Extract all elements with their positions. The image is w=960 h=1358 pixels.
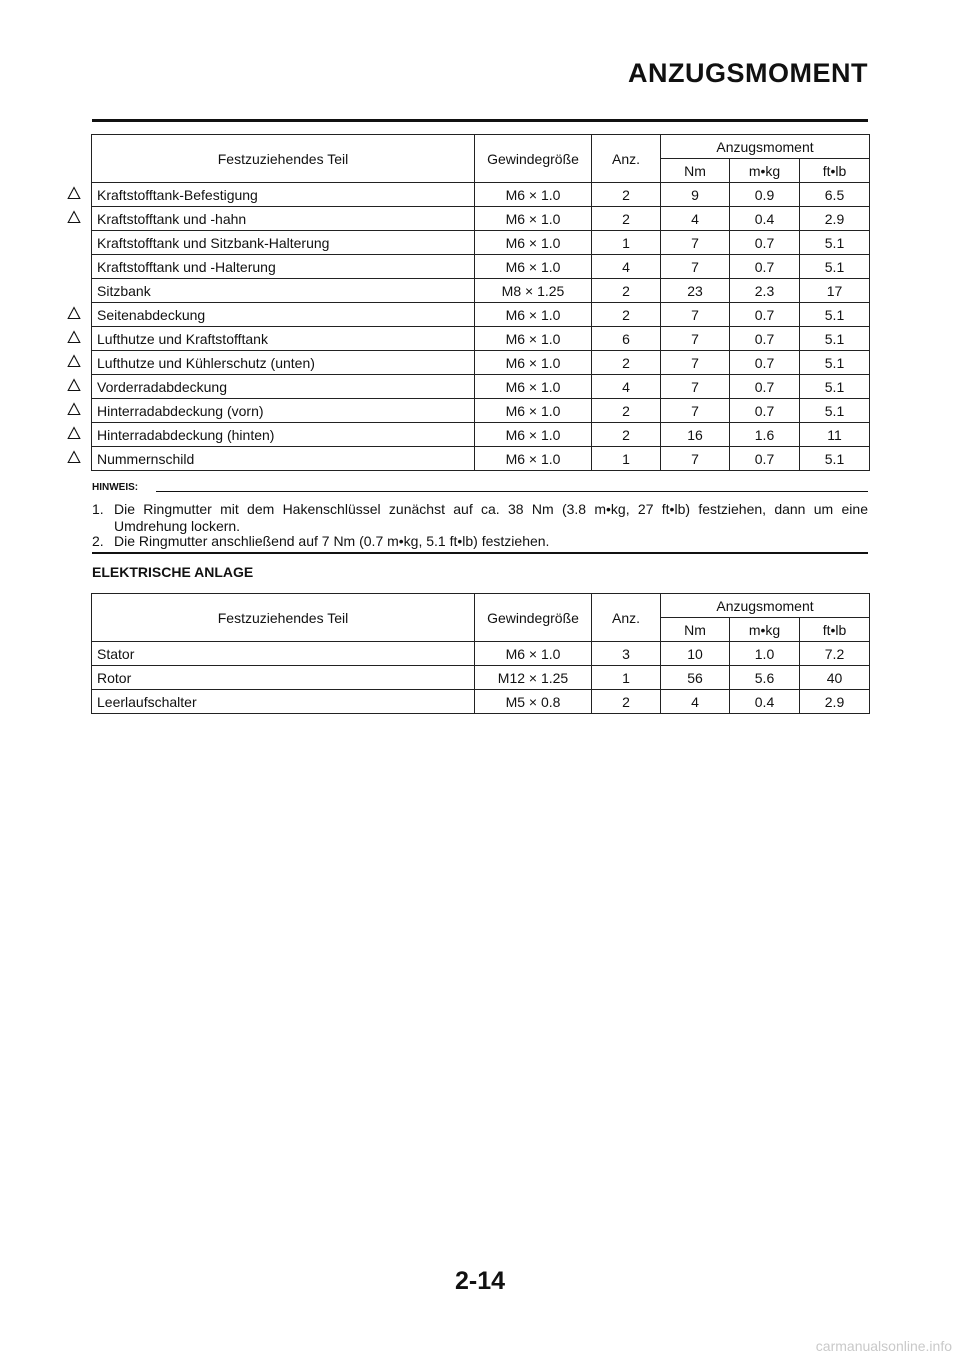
cell-part: Hinterradabdeckung (vorn)	[92, 399, 475, 423]
triangle-mark-icon	[67, 426, 81, 440]
cell-thread: M6 × 1.0	[475, 447, 592, 471]
cell-mkg: 2.3	[730, 279, 800, 303]
cell-nm: 7	[661, 351, 730, 375]
header-qty: Anz.	[592, 594, 661, 642]
triangle-mark-icon	[67, 330, 81, 344]
cell-ftlb: 7.2	[800, 642, 870, 666]
cell-qty: 2	[592, 423, 661, 447]
cell-qty: 2	[592, 207, 661, 231]
cell-mkg: 0.7	[730, 303, 800, 327]
cell-mkg: 0.7	[730, 399, 800, 423]
cell-part: Lufthutze und Kühlerschutz (unten)	[92, 351, 475, 375]
cell-qty: 2	[592, 183, 661, 207]
torque-table	[91, 134, 870, 471]
table-row	[92, 447, 870, 471]
cell-ftlb: 17	[800, 279, 870, 303]
title-rule	[92, 119, 868, 122]
triangle-mark-icon	[67, 450, 81, 464]
triangle-mark-icon	[67, 402, 81, 416]
note-item-2	[92, 533, 868, 550]
cell-thread: M6 × 1.0	[475, 255, 592, 279]
cell-nm: 7	[661, 255, 730, 279]
cell-mkg: 0.9	[730, 183, 800, 207]
cell-ftlb: 2.9	[800, 207, 870, 231]
note-label: HINWEIS:	[92, 482, 139, 493]
cell-ftlb: 5.1	[800, 231, 870, 255]
page-title: ANZUGSMOMENT	[628, 58, 868, 88]
triangle-mark-icon	[67, 378, 81, 392]
cell-part: Leerlaufschalter	[92, 690, 475, 714]
cell-qty: 4	[592, 255, 661, 279]
triangle-mark-icon	[67, 306, 81, 320]
cell-ftlb: 5.1	[800, 303, 870, 327]
cell-thread: M6 × 1.0	[475, 375, 592, 399]
cell-part: Lufthutze und Kraftstofftank	[92, 327, 475, 351]
triangle-mark-icon	[67, 186, 81, 200]
header-part: Festzuziehendes Teil	[92, 594, 475, 642]
header-torque: Anzugsmoment	[661, 135, 870, 159]
cell-qty: 1	[592, 231, 661, 255]
cell-ftlb: 5.1	[800, 375, 870, 399]
cell-thread: M8 × 1.25	[475, 279, 592, 303]
cell-part: Vorderradabdeckung	[92, 375, 475, 399]
cell-thread: M6 × 1.0	[475, 399, 592, 423]
cell-nm: 7	[661, 447, 730, 471]
note-item-1	[92, 501, 868, 535]
cell-part: Sitzbank	[92, 279, 475, 303]
header-torque: Anzugsmoment	[661, 594, 870, 618]
section-title-electrical: ELEKTRISCHE ANLAGE	[92, 564, 254, 580]
note-item-text: Die Ringmutter anschließend auf 7 Nm (0.7 m•kg, 5.1 ft•lb) festziehen.	[114, 533, 550, 549]
electrical-table	[91, 593, 870, 714]
cell-mkg: 0.7	[730, 351, 800, 375]
cell-thread: M5 × 0.8	[475, 690, 592, 714]
cell-ftlb: 5.1	[800, 327, 870, 351]
cell-part: Kraftstofftank und -Halterung	[92, 255, 475, 279]
cell-qty: 2	[592, 690, 661, 714]
cell-thread: M6 × 1.0	[475, 351, 592, 375]
cell-nm: 7	[661, 375, 730, 399]
cell-ftlb: 11	[800, 423, 870, 447]
cell-part: Kraftstofftank und Sitzbank-Halterung	[92, 231, 475, 255]
cell-nm: 7	[661, 303, 730, 327]
cell-part: Hinterradabdeckung (hinten)	[92, 423, 475, 447]
note-item-number: 1.	[92, 501, 104, 517]
note-item-text: Die Ringmutter mit dem Hakenschlüssel zunächst auf ca. 38 Nm (3.8 m•kg, 27 ft•lb) festziehen, dann um eine Umdrehung lockern.	[114, 501, 868, 534]
triangle-mark-icon	[67, 354, 81, 368]
cell-part: Rotor	[92, 666, 475, 690]
cell-mkg: 0.7	[730, 447, 800, 471]
cell-nm: 7	[661, 327, 730, 351]
cell-part: Stator	[92, 642, 475, 666]
table-row	[92, 666, 870, 690]
cell-mkg: 0.7	[730, 327, 800, 351]
cell-nm: 16	[661, 423, 730, 447]
triangle-mark-icon	[67, 210, 81, 224]
cell-nm: 23	[661, 279, 730, 303]
table-row	[92, 231, 870, 255]
cell-ftlb: 5.1	[800, 351, 870, 375]
note-item-number: 2.	[92, 533, 104, 549]
cell-mkg: 0.4	[730, 207, 800, 231]
header-ftlb: ft•lb	[800, 618, 870, 642]
cell-ftlb: 6.5	[800, 183, 870, 207]
cell-nm: 4	[661, 690, 730, 714]
cell-qty: 1	[592, 666, 661, 690]
header-nm: Nm	[661, 618, 730, 642]
cell-thread: M12 × 1.25	[475, 666, 592, 690]
cell-part: Nummernschild	[92, 447, 475, 471]
cell-mkg: 5.6	[730, 666, 800, 690]
cell-qty: 4	[592, 375, 661, 399]
cell-qty: 2	[592, 279, 661, 303]
header-mkg: m•kg	[730, 618, 800, 642]
header-qty: Anz.	[592, 135, 661, 183]
cell-thread: M6 × 1.0	[475, 183, 592, 207]
cell-part: Seitenabdeckung	[92, 303, 475, 327]
table-row	[92, 255, 870, 279]
header-ftlb: ft•lb	[800, 159, 870, 183]
cell-ftlb: 5.1	[800, 447, 870, 471]
cell-qty: 3	[592, 642, 661, 666]
table-row	[92, 279, 870, 303]
table-row	[92, 327, 870, 351]
cell-ftlb: 40	[800, 666, 870, 690]
table-row	[92, 207, 870, 231]
cell-qty: 2	[592, 303, 661, 327]
cell-nm: 56	[661, 666, 730, 690]
table-row	[92, 690, 870, 714]
cell-ftlb: 5.1	[800, 399, 870, 423]
header-part: Festzuziehendes Teil	[92, 135, 475, 183]
cell-qty: 1	[592, 447, 661, 471]
cell-mkg: 1.0	[730, 642, 800, 666]
header-thread: Gewindegröße	[475, 594, 592, 642]
header-nm: Nm	[661, 159, 730, 183]
note-rule	[156, 491, 868, 492]
cell-part: Kraftstofftank-Befestigung	[92, 183, 475, 207]
cell-nm: 10	[661, 642, 730, 666]
table-row	[92, 375, 870, 399]
cell-thread: M6 × 1.0	[475, 327, 592, 351]
page-number: 2-14	[454, 1267, 506, 1295]
cell-thread: M6 × 1.0	[475, 423, 592, 447]
header-mkg: m•kg	[730, 159, 800, 183]
cell-mkg: 0.7	[730, 231, 800, 255]
table-row	[92, 642, 870, 666]
table-row	[92, 303, 870, 327]
cell-nm: 4	[661, 207, 730, 231]
cell-thread: M6 × 1.0	[475, 642, 592, 666]
table-row	[92, 351, 870, 375]
table-row	[92, 423, 870, 447]
cell-mkg: 0.7	[730, 255, 800, 279]
table-row	[92, 399, 870, 423]
cell-ftlb: 5.1	[800, 255, 870, 279]
cell-qty: 2	[592, 399, 661, 423]
cell-nm: 7	[661, 231, 730, 255]
cell-mkg: 1.6	[730, 423, 800, 447]
watermark: carmanualsonline.info	[815, 1338, 952, 1354]
cell-part: Kraftstofftank und -hahn	[92, 207, 475, 231]
cell-ftlb: 2.9	[800, 690, 870, 714]
cell-thread: M6 × 1.0	[475, 207, 592, 231]
cell-thread: M6 × 1.0	[475, 231, 592, 255]
cell-qty: 2	[592, 351, 661, 375]
table-row	[92, 183, 870, 207]
cell-qty: 6	[592, 327, 661, 351]
cell-nm: 9	[661, 183, 730, 207]
header-thread: Gewindegröße	[475, 135, 592, 183]
note-end-rule	[92, 552, 868, 554]
cell-nm: 7	[661, 399, 730, 423]
cell-mkg: 0.4	[730, 690, 800, 714]
cell-thread: M6 × 1.0	[475, 303, 592, 327]
cell-mkg: 0.7	[730, 375, 800, 399]
